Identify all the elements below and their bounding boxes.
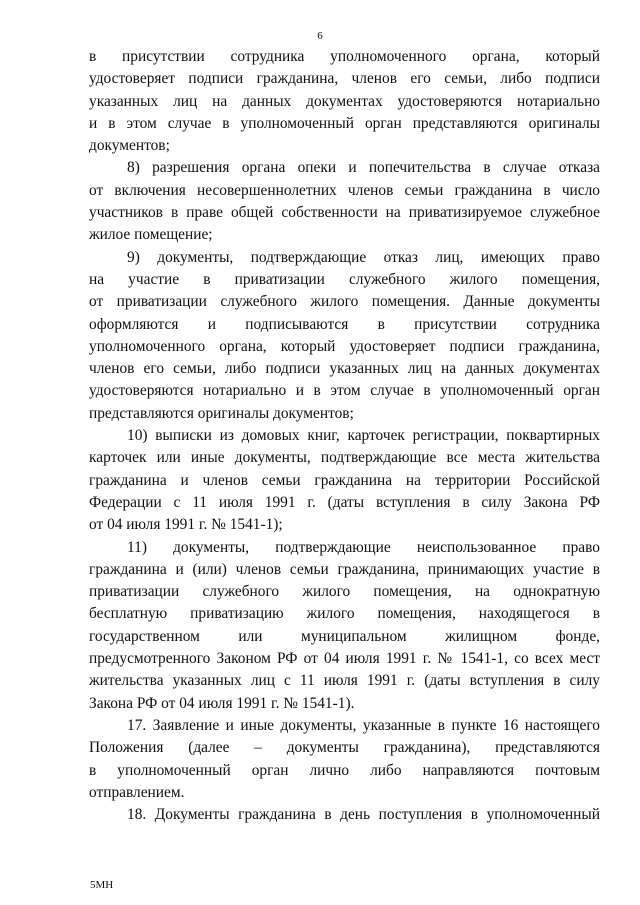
text-line: документов; <box>89 137 170 155</box>
text-line: Федерации с 11 июля 1991 г. (даты вступления в силу Закона РФ <box>89 493 600 511</box>
text-line: и в этом случае в уполномоченный орган представляются оригиналы <box>89 114 600 132</box>
text-line: в присутствии сотрудника уполномоченного органа, который <box>89 48 600 65</box>
text-line: членов его семьи, либо подписи указанных лиц на данных документах <box>89 360 600 378</box>
text-line: удостоверяются нотариально и в этом случае в уполномоченный орган <box>89 382 600 400</box>
text-line: удостоверяет подписи гражданина, членов его семьи, либо подписи <box>89 70 600 88</box>
paragraph-continuation <box>89 46 600 157</box>
text-line: уполномоченного органа, который удостоверяет подписи гражданина, <box>89 337 600 355</box>
text-line: гражданина и членов семьи гражданина на территории Российской <box>89 471 600 489</box>
text-line: бесплатную приватизацию жилого помещения, находящегося в <box>89 605 600 623</box>
text-line: 17. Заявление и иные документы, указанные в пункте 16 настоящего <box>127 716 600 734</box>
paragraph-item-9 <box>89 247 600 425</box>
paragraph-clause-18 <box>89 804 600 826</box>
text-line: карточек или иные документы, подтверждающие все места жительства <box>89 449 600 467</box>
text-line: Положения (далее – документы гражданина), представляются <box>89 739 600 757</box>
text-line: участников в праве общей собственности на приватизируемое служебное <box>89 204 600 222</box>
text-line: в уполномоченный орган лично либо направляются почтовым <box>89 761 600 779</box>
page-number: 6 <box>317 30 323 42</box>
footer-document-code: 5МН <box>90 879 114 891</box>
text-line: представляются оригиналы документов; <box>89 404 354 422</box>
text-line: оформляются и подписываются в присутствии сотрудника <box>89 315 600 333</box>
text-line: предусмотренного Законом РФ от 04 июля 1991 г. № 1541-1, со всех мест <box>89 650 600 668</box>
text-line: 8) разрешения органа опеки и попечительства в случае отказа <box>127 159 600 177</box>
document-body <box>89 46 600 826</box>
paragraph-clause-17 <box>89 715 600 804</box>
text-line: 9) документы, подтверждающие отказ лиц, имеющих право <box>127 248 600 266</box>
text-line: указанных лиц на данных документах удостоверяются нотариально <box>89 92 600 110</box>
paragraph-item-11 <box>89 537 600 715</box>
text-line: жительства указанных лиц с 11 июля 1991 г. (даты вступления в силу <box>89 672 600 690</box>
text-line: 10) выписки из домовых книг, карточек регистрации, поквартирных <box>127 427 600 445</box>
text-line: от 04 июля 1991 г. № 1541-1); <box>89 516 283 534</box>
text-line: Закона РФ от 04 июля 1991 г. № 1541-1). <box>89 694 355 712</box>
text-line: гражданина и (или) членов семьи гражданина, принимающих участие в <box>89 560 600 578</box>
text-line: 18. Документы гражданина в день поступления в уполномоченный <box>127 806 600 824</box>
text-line: приватизации служебного жилого помещения, на однократную <box>89 583 600 601</box>
text-line: от приватизации служебного жилого помещения. Данные документы <box>89 293 600 311</box>
paragraph-item-8 <box>89 157 600 246</box>
paragraph-item-10 <box>89 425 600 536</box>
text-line: жилое помещение; <box>89 226 213 244</box>
text-line: на участие в приватизации служебного жилого помещения, <box>89 270 600 288</box>
text-line: от включения несовершеннолетних членов семьи гражданина в число <box>89 181 600 199</box>
text-line: отправлением. <box>89 783 185 801</box>
text-line: 11) документы, подтверждающие неиспользованное право <box>127 538 600 556</box>
text-line: государственном или муниципальном жилищном фонде, <box>89 627 600 645</box>
